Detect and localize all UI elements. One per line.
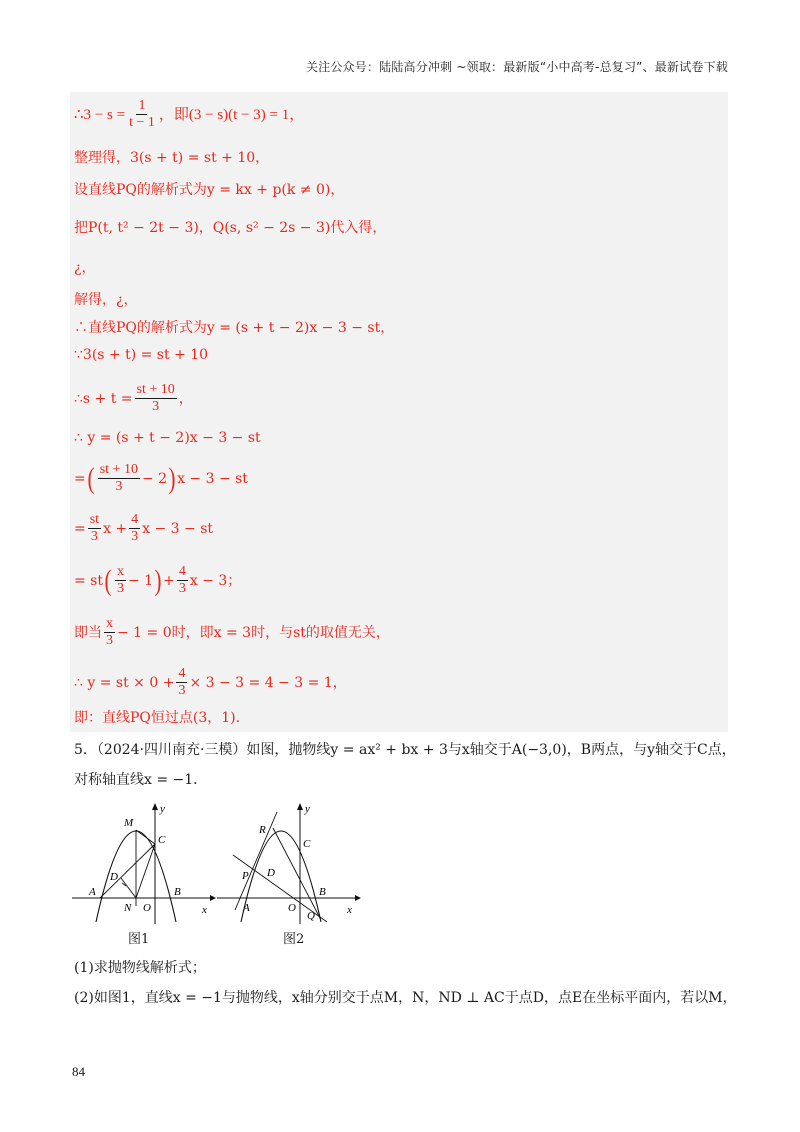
fraction [88,512,101,545]
text: ； [227,572,242,589]
text: 时，与 [251,624,294,641]
text: = [74,520,86,537]
text: × 3 − 3 = 4 − 3 = 1 [189,674,333,691]
numerator: 4 [178,666,186,681]
text: ∴ y = st × 0 + [74,674,175,691]
denominator: 3 [178,581,186,596]
y-axis-arrow [152,803,158,810]
text: x − 3 [189,572,228,589]
text: + [163,572,175,589]
label-r: R [259,824,266,836]
fraction [98,462,140,495]
label-p: P [242,870,249,882]
solution-line-13 [74,564,241,597]
numerator: x [106,616,113,631]
fraction [177,564,188,597]
label-x: x [347,904,352,916]
label-y: y [160,803,165,815]
text: x − 3 − st [142,520,214,537]
label-x: x [202,904,207,916]
line-rq [273,828,320,918]
solution-line-10: ∴ y = (s + t − 2)x − 3 − st [74,430,261,446]
question-part-2: (2)如图1，直线x = −1与抛物线，x轴分别交于点M，N，ND ⊥ AC于点D，点E在坐标平面内，若以M， [74,990,737,1006]
text: x = 3 [213,624,252,641]
figure-2-diagram [215,800,365,925]
label-y: y [305,803,310,815]
numerator: 1 [138,98,146,113]
numerator: 4 [131,512,139,527]
page-number: 84 [72,1064,85,1079]
text: − 1 = 0 [117,624,172,641]
solution-line-2: 整理得，3(s + t) = st + 10， [74,150,270,166]
denominator: 3 [106,633,113,648]
numerator: st + 10 [99,462,138,477]
label-o: O [143,902,151,914]
fraction [104,616,115,649]
fraction [115,564,126,597]
text: ， [332,674,347,691]
text: ，即(3 − s)(t − 3) = 1， [158,106,305,123]
paren-open: ( [104,563,112,597]
label-d: D [110,871,118,883]
label-m: M [124,817,134,829]
solution-line-9 [74,382,193,415]
line-ac [100,844,155,898]
label-c: C [158,834,166,846]
denominator: 3 [131,529,139,544]
y-axis-arrow [297,803,303,810]
text: 的取值无关， [305,624,390,641]
label-n: N [124,902,132,914]
solution-line-15 [74,666,347,699]
text: x − 3 − st [177,470,248,487]
denominator: 3 [178,683,186,698]
label-b: B [319,886,326,898]
fraction [176,666,187,699]
denominator: t − 1 [129,115,155,130]
fraction [135,382,177,415]
text: 时，即 [171,624,214,641]
text: st [293,624,306,641]
text: x + [103,520,128,537]
numerator: x [117,564,124,579]
solution-line-8: ∵3(s + t) = st + 10 [74,347,209,363]
paren-close: ) [168,461,176,495]
solution-line-14 [74,616,390,649]
text: − 2 [141,470,168,487]
text: ∴s + t = [74,390,133,407]
fraction [129,512,140,545]
line-mc [136,830,155,844]
paren-open: ( [87,461,95,495]
label-b: B [174,886,181,898]
denominator: 3 [117,581,124,596]
label-a: A [243,902,250,914]
denominator: 3 [90,529,98,544]
label-o: O [288,902,296,914]
text: − 1 [128,572,154,589]
question-line-1: 5．（2024·四川南充·三模）如图，抛物线y = ax² + bx + 3与x轴交于A(−3,0)，B两点，与y轴交于C点， [74,742,736,758]
line-nd [121,878,136,898]
numerator: st + 10 [136,382,175,397]
denominator: 3 [152,399,160,414]
solution-line-12 [74,512,213,545]
text: ， [178,390,193,407]
solution-line-11 [74,462,248,495]
figure-1-diagram [70,800,220,925]
question-part-1: (1)求抛物线解析式； [74,960,206,976]
solution-line-4: 把P(t, t² − 2t − 3)，Q(s, s² − 2s − 3)代入得， [74,220,387,236]
text: = [74,470,86,487]
x-axis-arrow [355,895,361,901]
line-nc [136,844,155,898]
solution-line-6: 解得，¿， [74,292,138,308]
numerator: 4 [178,564,186,579]
solution-line-5: ¿， [74,260,96,276]
solution-line-16: 即：直线PQ恒过点(3，1). [74,710,241,726]
text: = st [74,572,103,589]
solution-line-1 [74,98,304,131]
question-line-2: 对称轴直线x = −1． [74,772,208,788]
text: 即当 [74,624,102,641]
fraction [127,98,157,131]
solution-line-3: 设直线PQ的解析式为y = kx + p(k ≠ 0)， [74,182,345,198]
solution-line-7: ∴直线PQ的解析式为y = (s + t − 2)x − 3 − st， [74,320,395,336]
denominator: 3 [115,479,123,494]
label-a: A [89,886,96,898]
numerator: st [89,512,100,527]
label-c: C [303,838,311,850]
paren-close: ) [154,563,162,597]
text: ∴3 − s = [74,106,126,123]
figure-2-caption: 图2 [283,932,305,947]
label-d: D [267,867,275,879]
figure-1-caption: 图1 [128,932,150,947]
label-q: Q [307,910,315,922]
page-header: 关注公众号：陆陆高分冲刺 ~领取：最新版“小中高考-总复习”、最新试卷下载 [305,60,728,74]
